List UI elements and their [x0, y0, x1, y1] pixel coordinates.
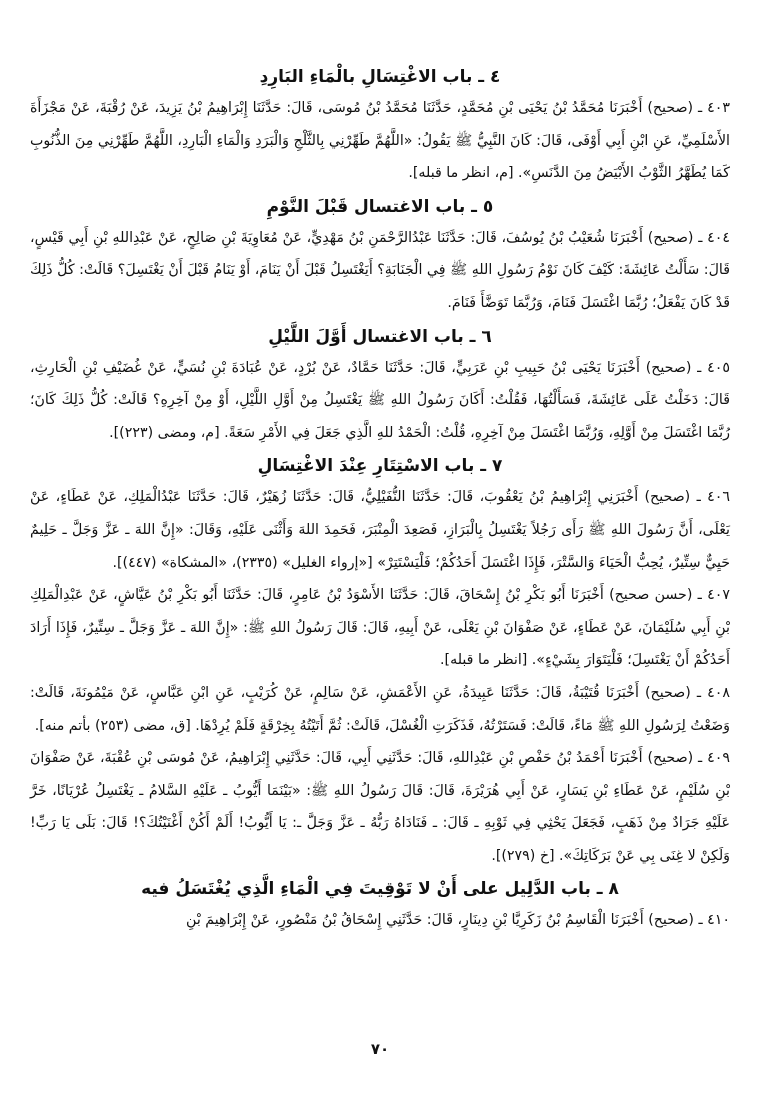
hadith-410: ٤١٠ ـ (صحيح) أَخْبَرَنَا الْقَاسِمُ بْنُ زَكَرِيَّا بْنِ دِينَارٍ، قَالَ: حَدَّثَنِي إِسْحَاقُ بْنُ مَنْصُورٍ، عَنْ إِبْرَاهِيمَ بْنِ [186, 912, 730, 929]
hadith-406: ٤٠٦ ـ (صحيح) أَخْبَرَنِي إِبْرَاهِيمُ بْنُ يَعْقُوبَ، قَالَ: حَدَّثَنَا النُّفَيْلِيُّ، قَالَ: حَدَّثَنَا زُهَيْرٌ، قَالَ: حَدَّثَنَا عَبْدُالْمَلِكِ، عَنْ عَطَاءٍ، عَنْ يَعْلَى، أَنَّ رَسُولَ اللهِ ﷺ رَأَى رَجُلاً يَغْتَسِلُ بِالْبَرَازِ، فَصَعِدَ الْمِنْبَرَ، فَحَمِدَ اللهَ وَأَثْنَى عَلَيْهِ، وَقَالَ: «إِنَّ اللهَ ـ عَزَّ وَجَلَّ ـ حَلِيمٌ حَيِيٌّ سِتِّيرٌ، يُحِبُّ الْحَيَاءَ وَالسَّتْرَ، فَإِذَا اغْتَسَلَ أَحَدُكُمْ؛ فَلْيَسْتَتِرْ» [«إرواء الغليل» (٢٣٣٥)، «المشكاة» (٤٤٧)]. [30, 489, 730, 571]
hadith-403: ٤٠٣ ـ (صحيح) أَخْبَرَنَا مُحَمَّدُ بْنُ يَحْيَى بْنِ مُحَمَّدٍ، حَدَّثَنَا مُحَمَّدُ بْنُ مُوسَى، قَالَ: حَدَّثَنَا إِبْرَاهِيمُ بْنُ يَزِيدَ، عَنْ رُقْبَةَ، عَنْ مَجْزَأَةَ الأَسْلَمِيِّ، عَنِ ابْنِ أَبِي أَوْفَى، قَالَ: كَانَ النَّبِيُّ ﷺ يَقُولُ: «اللَّهُمَّ طَهِّرْنِي بِالثَّلْجِ وَالْبَرَدِ وَالْمَاءِ الْبَارِدِ، اللَّهُمَّ طَهِّرْنِي مِنَ الذُّنُوبِ كَمَا يُطَهَّرُ الثَّوْبُ الأَبْيَضُ مِنَ الدَّنَسِ». [م، انظر ما قبله]. [30, 100, 730, 182]
page-number: ٧٠ [370, 1040, 390, 1058]
section-heading: ٦ ـ باب الاغتسال أَوَّلَ اللَّيْلِ [268, 326, 492, 347]
page-content [30, 60, 730, 937]
hadith-408: ٤٠٨ ـ (صحيح) أَخْبَرَنَا قُتَيْبَةُ، قَالَ: حَدَّثَنَا عَبِيدَةُ، عَنِ الأَعْمَشِ، عَنْ سَالِمٍ، عَنْ كُرَيْبٍ، عَنِ ابْنِ عَبَّاسٍ، عَنْ مَيْمُونَةَ، قَالَتْ: وَضَعْتُ لِرَسُولِ اللهِ ﷺ مَاءً، قَالَتْ: فَسَتَرْتُهُ، فَذَكَرَتِ الْغُسْلَ، قَالَتْ: ثُمَّ أَتَيْتُهُ بِخِرْقَةٍ فَلَمْ يُرِدْهَا. [ق، مضى (٢٥٣) بأتم منه]. [30, 684, 730, 734]
section-heading: ٧ ـ باب الاسْتِتَارِ عِنْدَ الاغْتِسَالِ [257, 456, 503, 477]
hadith-405: ٤٠٥ ـ (صحيح) أَخْبَرَنَا يَحْيَى بْنُ حَبِيبِ بْنِ عَرَبِيٍّ، قَالَ: حَدَّثَنَا حَمَّادٌ، عَنْ بُرْدٍ، عَنْ عُبَادَةَ بْنِ نُسَيٍّ، عَنْ غُضَيْفِ بْنِ الْحَارِثِ، قَالَ: دَخَلْتُ عَلَى عَائِشَةَ، فَسَأَلْتُهَا، فَقُلْتُ: أَكَانَ رَسُولُ اللهِ ﷺ يَغْتَسِلُ مِنْ أَوَّلِ اللَّيْلِ، أَوْ مِنْ آخِرِهِ؟ قَالَتْ: كُلُّ ذَلِكَ كَانَ؛ رُبَّمَا اغْتَسَلَ مِنْ أَوَّلِهِ، وَرُبَّمَا اغْتَسَلَ مِنْ آخِرِهِ، قُلْتُ: الْحَمْدُ للهِ الَّذِي جَعَلَ فِي الأَمْرِ سَعَةً. [م، ومضى (٢٢٣)]. [30, 359, 730, 441]
section-heading: ٨ ـ باب الدَّلِيل على أَنْ لا تَوْقِيتَ فِي الْمَاءِ الَّذِي يُغْتَسَلُ فيه [141, 879, 619, 900]
hadith-407: ٤٠٧ ـ (حسن صحيح) أَخْبَرَنَا أَبُو بَكْرِ بْنُ إِسْحَاقَ، قَالَ: حَدَّثَنَا الأَسْوَدُ بْنُ عَامِرٍ، قَالَ: حَدَّثَنَا أَبُو بَكْرِ بْنُ عَيَّاشٍ، عَنْ عَبْدِالْمَلِكِ بْنِ أَبِي سُلَيْمَانَ، عَنْ عَطَاءٍ، عَنْ صَفْوَانَ بْنِ يَعْلَى، عَنْ أَبِيهِ، قَالَ: قَالَ رَسُولُ اللهِ ﷺ: «إِنَّ اللهَ ـ عَزَّ وَجَلَّ ـ سِتِّيرٌ، فَإِذَا أَرَادَ أَحَدُكُمْ أَنْ يَغْتَسِلَ؛ فَلْيَتَوَارَ بِشَيْءٍ». [انظر ما قبله]. [30, 587, 730, 669]
hadith-404: ٤٠٤ ـ (صحيح) أَخْبَرَنَا شُعَيْبُ بْنُ يُوسُفَ، قَالَ: حَدَّثَنَا عَبْدُالرَّحْمَنِ بْنُ مَهْدِيٍّ، عَنْ مُعَاوِيَةَ بْنِ صَالِحٍ، عَنْ عَبْدِاللهِ بْنِ أَبِي قَيْسٍ، قَالَ: سَأَلْتُ عَائِشَةَ: كَيْفَ كَانَ نَوْمُ رَسُولِ اللهِ ﷺ فِي الْجَنَابَةِ؟ أَيَغْتَسِلُ قَبْلَ أَنْ يَنَامَ، أَوْ يَنَامُ قَبْلَ أَنْ يَغْتَسِلَ؟ قَالَتْ: كُلُّ ذَلِكَ قَدْ كَانَ يَفْعَلُ؛ رُبَّمَا اغْتَسَلَ فَنَامَ، وَرُبَّمَا تَوَضَّأَ فَنَامَ. [30, 229, 730, 311]
hadith-409: ٤٠٩ ـ (صحيح) أَخْبَرَنَا أَحْمَدُ بْنُ حَفْصِ بْنِ عَبْدِاللهِ، قَالَ: حَدَّثَنِي أَبِي، قَالَ: حَدَّثَنِي إِبْرَاهِيمُ، عَنْ مُوسَى بْنِ عُقْبَةَ، عَنْ صَفْوَانَ بْنِ سُلَيْمٍ، عَنْ عَطَاءِ بْنِ يَسَارٍ، عَنْ أَبِي هُرَيْرَةَ، قَالَ: قَالَ رَسُولُ اللهِ ﷺ: «بَيْنَمَا أَيُّوبُ ـ عَلَيْهِ السَّلامُ ـ يَغْتَسِلُ عُرْيَانًا، خَرَّ عَلَيْهِ جَرَادٌ مِنْ ذَهَبٍ، فَجَعَلَ يَحْثِي فِي ثَوْبِهِ ـ قَالَ: ـ فَنَادَاهُ رَبُّهُ ـ عَزَّ وَجَلَّ ـ: يَا أَيُّوبُ! أَلَمْ أَكُنْ أَغْنَيْتُكَ؟! قَالَ: بَلَى يَا رَبِّ! وَلَكِنْ لا غِنَى بِي عَنْ بَرَكَاتِكَ». [خ (٢٧٩)]. [30, 750, 730, 864]
section-heading: ٥ ـ باب الاغتسال قَبْلَ النَّوْمِ [266, 196, 494, 217]
section-heading: ٤ ـ باب الاغْتِسَالِ بالْمَاءِ البَارِدِ [259, 67, 501, 87]
